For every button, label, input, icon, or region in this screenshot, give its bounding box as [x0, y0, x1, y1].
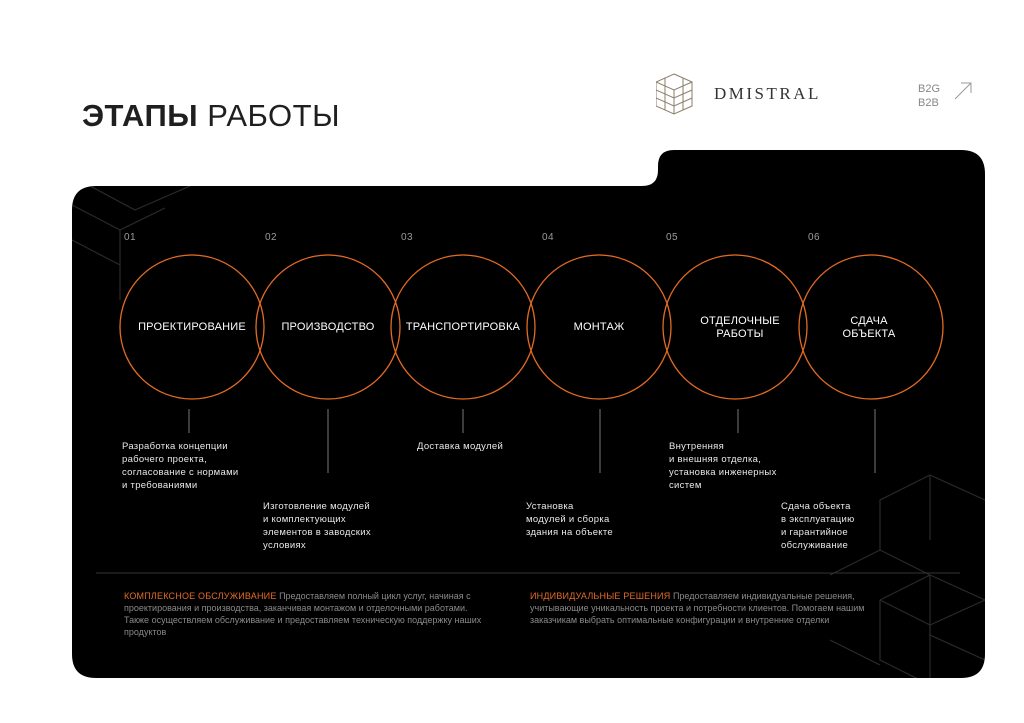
tag-b2g: B2G	[918, 83, 941, 95]
stage-label-1: ПРОЕКТИРОВАНИЕ	[138, 321, 246, 333]
stage-label-3: ТРАНСПОРТИРОВКА	[405, 321, 521, 333]
footer-left-highlight: КОМПЛЕКСНОЕ ОБСЛУЖИВАНИЕ	[124, 591, 277, 601]
stage-label-4: МОНТАЖ	[573, 321, 625, 333]
stage-label-6: СДАЧА ОБЪЕКТА	[842, 315, 896, 340]
stage-number-1: 01	[124, 232, 137, 243]
stage-desc-6: Сдача объекта в эксплуатацию и гарантийное обслуживание	[781, 501, 855, 551]
stage-number-2: 02	[265, 232, 278, 243]
stage-desc-3: Доставка модулей	[417, 441, 504, 452]
footer-left-text: Предоставляем полный цикл услуг, начиная с проектирования и производства, заканчивая монтажом и отделочными работами. Также осуществляем обслуживание и предоставляем техническую поддержку наших продуктов	[124, 591, 482, 637]
stage-number-5: 05	[666, 232, 679, 243]
footer-right-highlight: ИНДИВИДУАЛЬНЫЕ РЕШЕНИЯ	[530, 591, 671, 601]
footer-complex-service	[124, 590, 484, 638]
stage-number-3: 03	[401, 232, 414, 243]
footer-individual-solutions	[530, 590, 890, 626]
stage-desc-5: Внутренняя и внешняя отделка, установка инженерных систем	[669, 441, 777, 491]
footer-right-text: Предоставляем индивидуальные решения, учитывающие уникальность проекта и потребности клиентов. Помогаем нашим заказчикам выбрать оптимальные конфигурации и внутренние отделки	[530, 591, 865, 625]
stage-desc-1: Разработка концепции рабочего проекта, согласование с нормами и требованиями	[122, 441, 239, 491]
stage-desc-2: Изготовление модулей и комплектующих элементов в заводских условиях	[263, 501, 371, 551]
stage-label-5: ОТДЕЛОЧНЫЕ РАБОТЫ	[700, 315, 780, 340]
stage-number-6: 06	[808, 232, 821, 243]
tag-b2b: B2B	[918, 97, 939, 109]
stage-label-2: ПРОИЗВОДСТВО	[281, 321, 375, 333]
title-bold: ЭТАПЫ	[82, 98, 199, 133]
brand-name: DMISTRAL	[714, 84, 821, 103]
stage-number-4: 04	[542, 232, 555, 243]
stage-desc-4: Установка модулей и сборка здания на объекте	[526, 501, 614, 538]
title-light: РАБОТЫ	[207, 98, 341, 133]
